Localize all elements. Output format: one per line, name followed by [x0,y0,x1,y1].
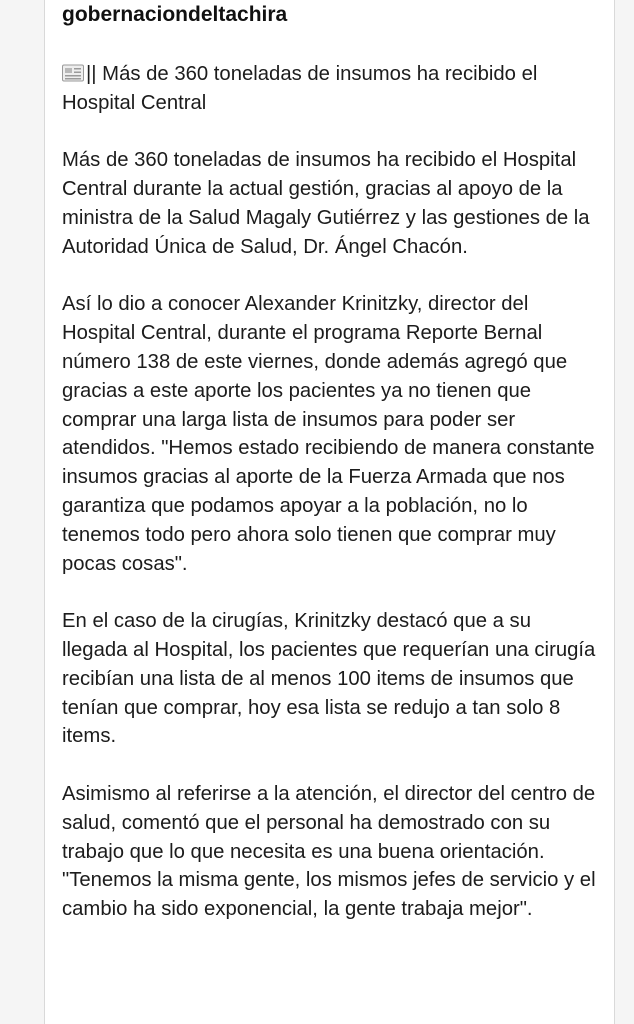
paragraph-4: Asimismo al referirse a la atención, el director del centro de salud, comentó que el personal ha demostrado con su trabajo que lo que necesita es una buena orientación. "Tenemos la misma gente, los mismos jefes de servicio y el cambio ha sido exponencial, la gente trabaja mejor". [62,782,596,921]
post-headline [62,60,602,118]
headline-text: || Más de 360 toneladas de insumos ha recibido el Hospital Central [62,63,538,114]
paragraph-1: Más de 360 toneladas de insumos ha recibido el Hospital Central durante la actual gestión, gracias al apoyo de la ministra de la Salud Magaly Gutiérrez y las gestiones de la Autoridad Única de Salud, Dr. Ángel Chacón. [62,149,590,258]
newspaper-icon [62,64,84,82]
paragraph-3: En el caso de la cirugías, Krinitzky destacó que a su llegada al Hospital, los pacientes que requerían una cirugía recibían una lista de al menos 100 items de insumos que tenían que comprar, hoy esa lista se redujo a tan solo 8 items. [62,610,596,748]
post-body [62,60,602,953]
paragraph-2: Así lo dio a conocer Alexander Krinitzky, director del Hospital Central, durante el programa Reporte Bernal número 138 de este viernes, donde además agregó que gracias a este aporte los pacientes ya no tienen que comprar una larga lista de insumos para poder ser atendidos. "Hemos estado recibiendo de manera constante insumos gracias al aporte de la Fuerza Armada que nos garantiza que podamos apoyar a la población, no lo tenemos todo pero ahora solo tienen que comprar muy pocas cosas". [62,293,595,575]
post-author[interactable]: gobernaciondeltachira [62,3,288,26]
post-card [44,0,615,1024]
